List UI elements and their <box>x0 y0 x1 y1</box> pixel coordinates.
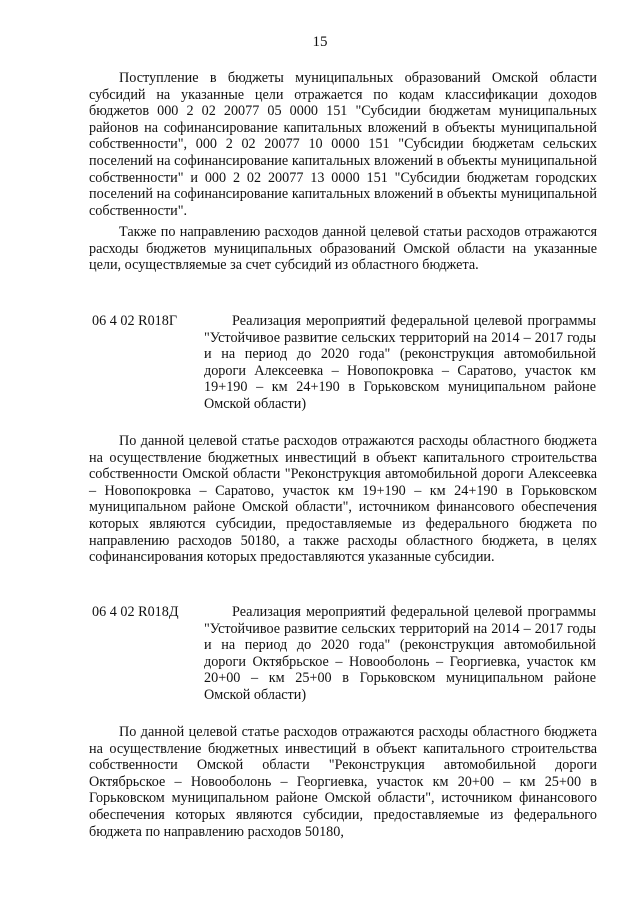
entry-description-r018g: Реализация мероприятий федеральной целевой программы "Устойчивое развитие сельских территорий на 2014 – 2017 годы и на период до 2020 года" (реконструкция автомобильной дороги Алексеевка – Новопокровка – Саратово, участок км 19+190 – км 24+190 в Горьковском муниципальном районе Омской области) <box>204 313 596 412</box>
page-number: 15 <box>312 34 328 50</box>
entry-code-r018g: 06 4 02 R018Г <box>92 313 178 329</box>
paragraph-r018d-explanation: По данной целевой статье расходов отражаются расходы областного бюджета на осуществление бюджетных инвестиций в объект капитального строительства собственности Омской области "Реконструкция автомобильной дороги Октябрьское – Новооболонь – Георгиевка, участок км 20+00 – км 25+00 в Горьковском муниципальном районе Омской области", источником финансового обеспечения которых являются субсидии, предоставляемые из федерального бюджета по направлению расходов 50180, <box>89 724 597 840</box>
paragraph-municipal-expenses: Также по направлению расходов данной целевой статьи расходов отражаются расходы бюджетов муниципальных образований Омской области на указанные цели, осуществляемые за счет субсидий из областного бюджета. <box>89 224 597 274</box>
paragraph-r018g-explanation: По данной целевой статье расходов отражаются расходы областного бюджета на осуществление бюджетных инвестиций в объект капитального строительства собственности Омской области "Реконструкция автомобильной дороги Алексеевка – Новопокровка – Саратово, участок км 19+190 – км 24+190 в Горьковском муниципальном районе Омской области", источником финансового обеспечения которых являются субсидии, предоставляемые из федерального бюджета по направлению расходов 50180, а также расходы областного бюджета, в целях софинансирования которых предоставляются указанные субсидии. <box>89 433 597 566</box>
entry-description-r018d: Реализация мероприятий федеральной целевой программы "Устойчивое развитие сельских территорий на 2014 – 2017 годы и на период до 2020 года" (реконструкция автомобильной дороги Октябрьское – Новооболонь – Георгиевка, участок км 20+00 – км 25+00 в Горьковском муниципальном районе Омской области) <box>204 604 596 703</box>
entry-code-r018d: 06 4 02 R018Д <box>92 604 179 620</box>
paragraph-revenue-codes: Поступление в бюджеты муниципальных образований Омской области субсидий на указанные цели отражается по кодам классификации доходов бюджетов 000 2 02 20077 05 0000 151 "Субсидии бюджетам муниципальных районов на софинансирование капитальных вложений в объекты муниципальной собственности", 000 2 02 20077 10 0000 151 "Субсидии бюджетам сельских поселений на софинансирование капитальных вложений в объекты муниципальной собственности" и 000 2 02 20077 13 0000 151 "Субсидии бюджетам городских поселений на софинансирование капитальных вложений в объекты муниципальной собственности". <box>89 70 597 219</box>
